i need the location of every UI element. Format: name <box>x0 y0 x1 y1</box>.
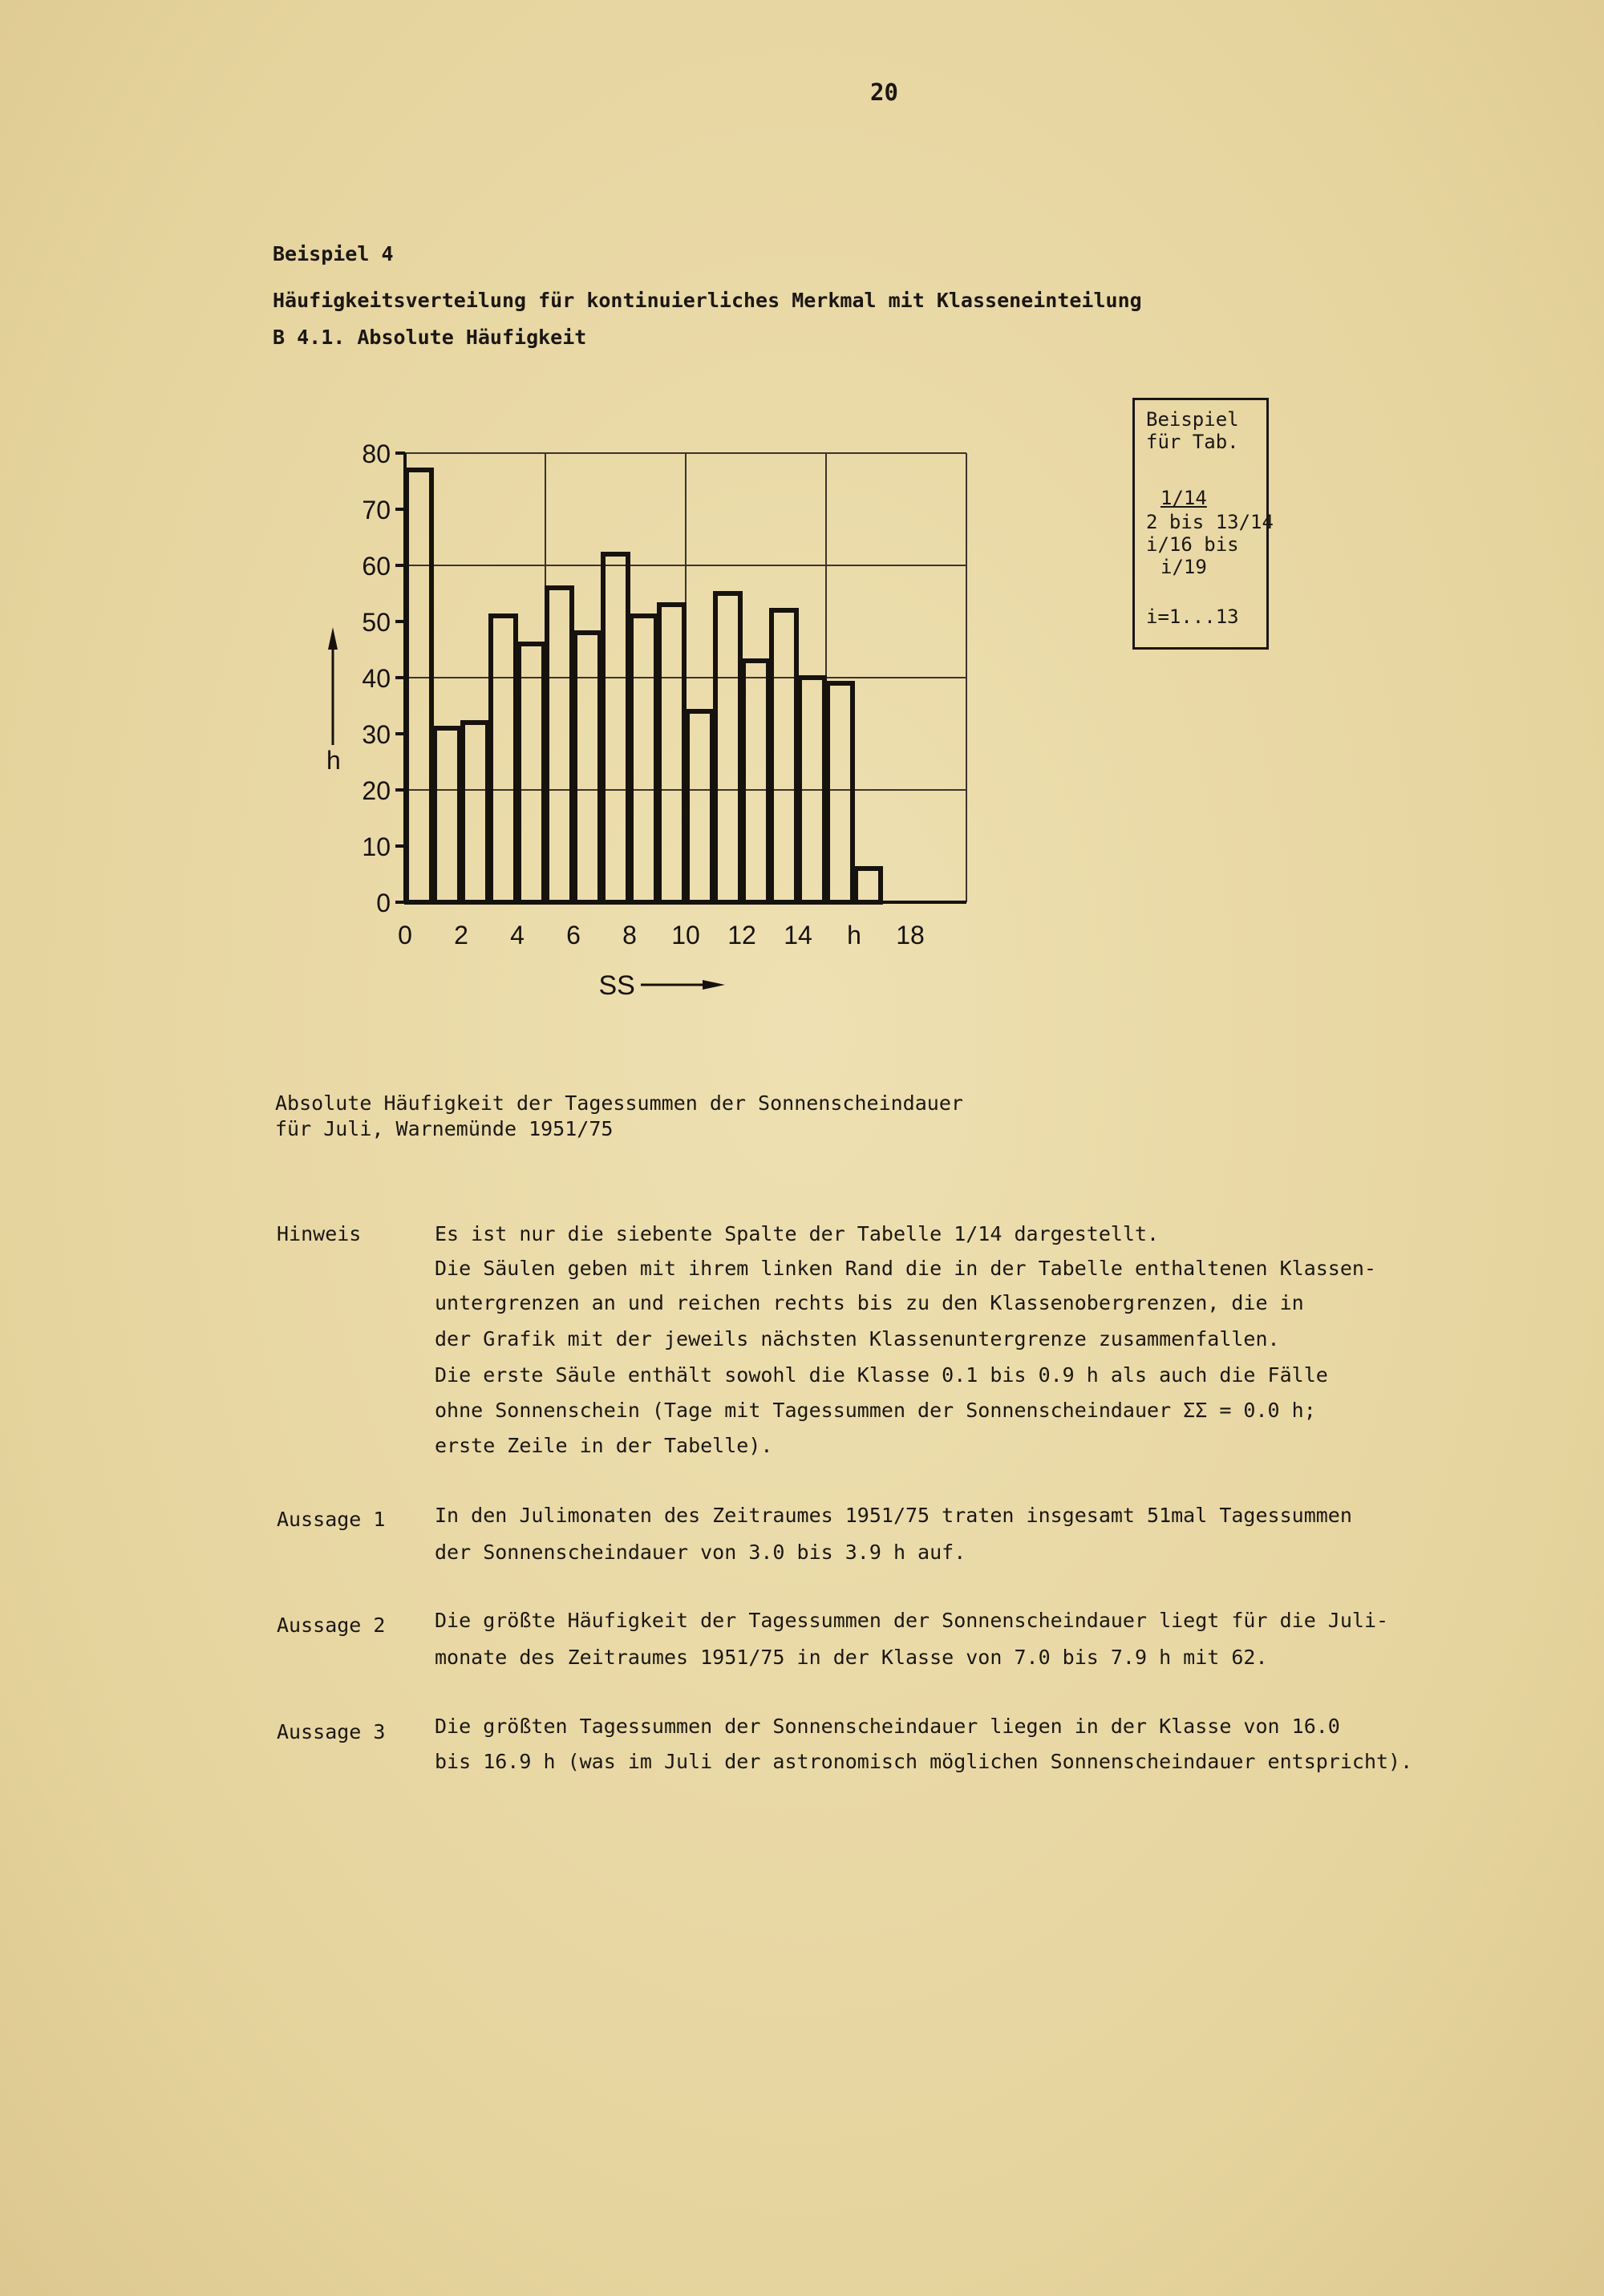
x-tick-label: 2 <box>454 921 468 950</box>
note-text: Die größte Häufigkeit der Tagessummen der Sonnenscheindauer liegt für die Juli- <box>435 1609 1389 1632</box>
x-tick-label: h <box>847 921 861 950</box>
histogram-bar <box>463 723 488 902</box>
histogram-bar <box>743 661 768 902</box>
y-tick-label: 0 <box>376 889 391 917</box>
x-tick-label: 10 <box>671 921 700 950</box>
bar-group <box>407 470 881 902</box>
x-axis-arrowhead <box>703 980 725 990</box>
note-text: bis 16.9 h (was im Juli der astronomisch möglichen Sonnenscheindauer entspricht). <box>435 1750 1413 1773</box>
reference-line-3: 1/14 <box>1160 487 1207 509</box>
histogram-bar <box>659 605 684 902</box>
histogram-bar <box>603 554 628 902</box>
tick-labels <box>326 439 925 1001</box>
reference-line-2: für Tab. <box>1146 431 1239 453</box>
note-label-hinweis: Hinweis <box>277 1222 362 1245</box>
note-label-aussage-1: Aussage 1 <box>277 1508 386 1531</box>
note-text: der Grafik mit der jeweils nächsten Klassenuntergrenze zusammenfallen. <box>435 1327 1280 1350</box>
note-label-aussage-3: Aussage 3 <box>277 1720 386 1743</box>
note-text: monate des Zeitraumes 1951/75 in der Klasse von 7.0 bis 7.9 h mit 62. <box>435 1646 1268 1669</box>
reference-box <box>1132 398 1274 650</box>
note-text: untergrenzen an und reichen rechts bis zu den Klassenobergrenzen, die in <box>435 1291 1304 1314</box>
note-text: ohne Sonnenschein (Tage mit Tagessummen der Sonnenscheindauer ΣΣ = 0.0 h; <box>435 1399 1316 1422</box>
y-tick-label: 70 <box>362 496 391 524</box>
histogram-chart <box>313 433 1003 1010</box>
note-text: Die größten Tagessummen der Sonnenscheindauer liegen in der Klasse von 16.0 <box>435 1715 1340 1738</box>
example-title: Beispiel 4 <box>273 242 394 265</box>
axes <box>328 453 966 990</box>
x-tick-label: 4 <box>510 921 525 950</box>
note-text: In den Julimonaten des Zeitraumes 1951/75 traten insgesamt 51mal Tagessummen <box>435 1504 1352 1527</box>
histogram-bar <box>435 728 460 902</box>
histogram-bar <box>772 610 796 902</box>
x-tick-label: 12 <box>727 921 756 950</box>
y-tick-label: 10 <box>362 832 391 861</box>
histogram-bar <box>631 616 656 902</box>
y-axis-label: h <box>326 746 341 775</box>
note-text: erste Zeile in der Tabelle). <box>435 1434 773 1457</box>
reference-line-1: Beispiel <box>1146 408 1239 431</box>
y-tick-label: 80 <box>362 439 391 468</box>
reference-line-7: i=1...13 <box>1146 605 1239 628</box>
note-text: Es ist nur die siebente Spalte der Tabelle 1/14 dargestellt. <box>435 1222 1160 1245</box>
y-tick-label: 20 <box>362 776 391 805</box>
y-tick-label: 60 <box>362 552 391 581</box>
section-heading: B 4.1. Absolute Häufigkeit <box>273 326 587 349</box>
histogram-bar <box>519 644 544 902</box>
note-text: Die Säulen geben mit ihrem linken Rand die in der Tabelle enthaltenen Klassen- <box>435 1257 1376 1280</box>
y-tick-label: 40 <box>362 664 391 693</box>
histogram-bar <box>687 711 712 902</box>
histogram-bar <box>491 616 516 902</box>
y-tick-label: 30 <box>362 720 391 749</box>
x-tick-label: 6 <box>566 921 581 950</box>
caption-line-1: Absolute Häufigkeit der Tagessummen der Sonnenscheindauer <box>275 1091 963 1115</box>
histogram-bar <box>715 593 740 902</box>
histogram-bar <box>856 869 881 902</box>
page-number: 20 <box>870 79 898 106</box>
histogram-bar <box>828 683 853 902</box>
y-axis-arrowhead <box>328 627 338 650</box>
x-tick-label: 18 <box>896 921 925 950</box>
reference-line-5: i/16 bis <box>1146 533 1239 556</box>
note-label-aussage-2: Aussage 2 <box>277 1614 386 1637</box>
section-subtitle: Häufigkeitsverteilung für kontinuierliches Merkmal mit Klasseneinteilung <box>273 289 1142 312</box>
histogram-bar <box>407 470 431 902</box>
histogram-bar <box>547 588 572 902</box>
x-tick-label: 0 <box>398 921 412 950</box>
reference-line-4: 2 bis 13/14 <box>1146 511 1274 533</box>
caption-line-2: für Juli, Warnemünde 1951/75 <box>275 1117 614 1140</box>
x-tick-label: 8 <box>622 921 637 950</box>
note-text: der Sonnenscheindauer von 3.0 bis 3.9 h auf. <box>435 1541 966 1564</box>
note-text: Die erste Säule enthält sowohl die Klasse 0.1 bis 0.9 h als auch die Fälle <box>435 1363 1328 1387</box>
x-axis-label: SS <box>598 970 635 1001</box>
reference-line-6: i/19 <box>1160 556 1207 578</box>
histogram-bar <box>575 633 600 902</box>
x-tick-label: 14 <box>784 921 812 950</box>
y-tick-label: 50 <box>362 608 391 637</box>
